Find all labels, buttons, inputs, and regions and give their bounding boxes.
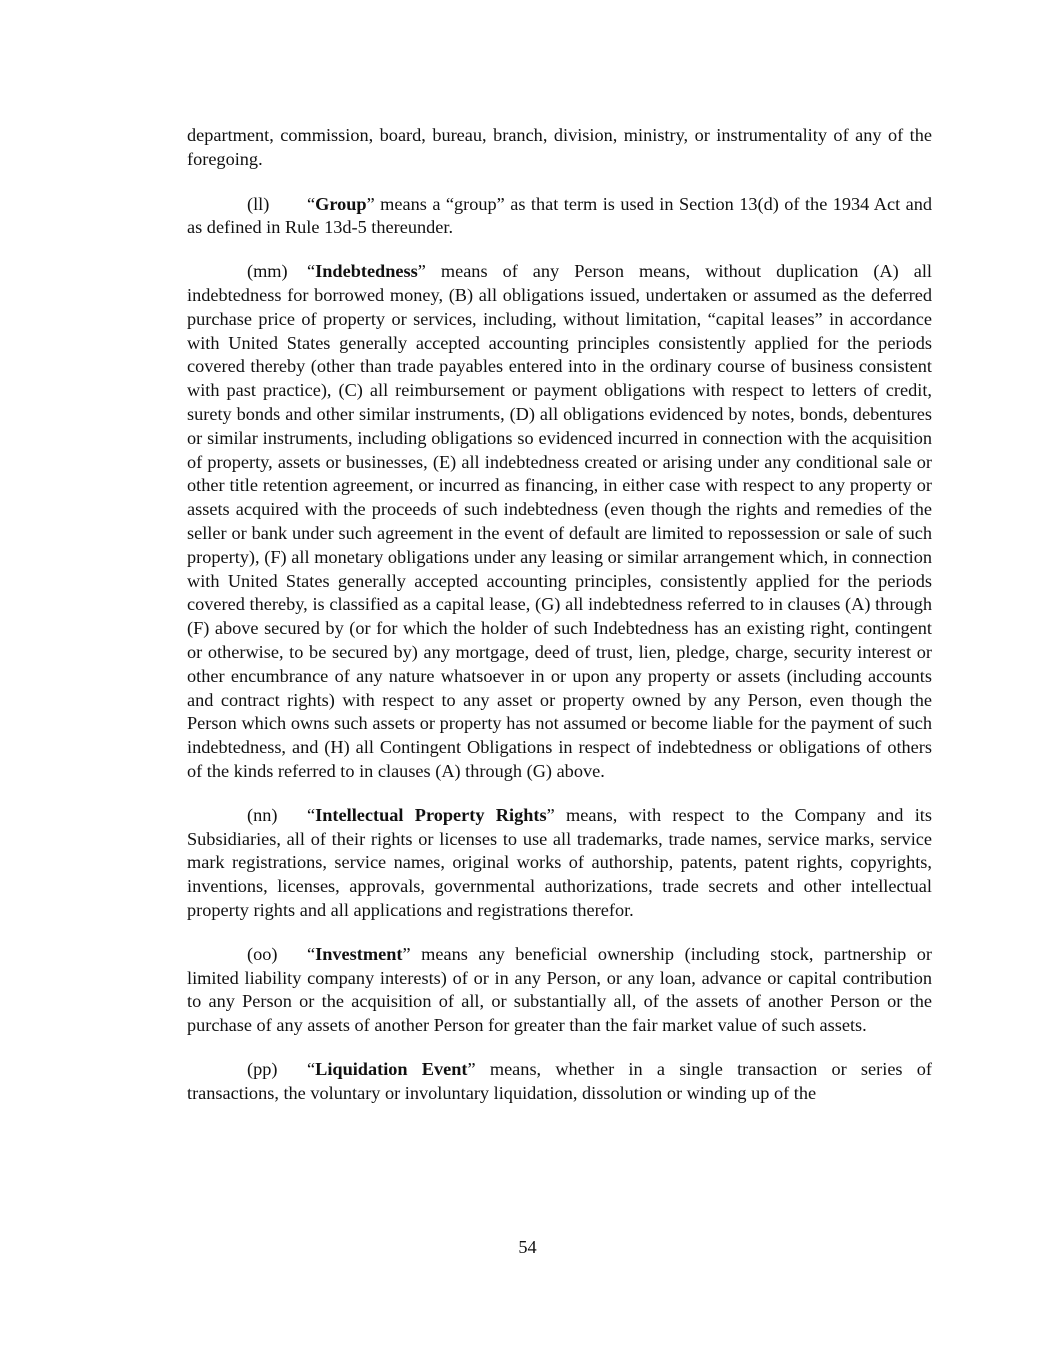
defined-term: Indebtedness (315, 261, 418, 282)
open-quote: “ (307, 193, 316, 214)
page-number: 54 (518, 1237, 537, 1257)
definition-number: (pp) (247, 1058, 278, 1079)
definition-oo (187, 943, 932, 1038)
close-quote: ” (366, 193, 375, 214)
open-quote: “ (307, 804, 316, 825)
open-quote: “ (307, 261, 316, 282)
document-body (187, 124, 932, 1125)
definition-text: means, with respect to the Company and its Subsidiaries, all of their rights or licenses to use all trademarks, trade names, service marks, service mark registrations, service names, original works of authorship, patents, patent rights, copyrights, inventions, licenses, approvals, governmental authorizations, trade secrets and other intellectual property rights and all applications and registrations therefor. (187, 804, 932, 920)
close-quote: ” (546, 804, 555, 825)
defined-term: Intellectual Property Rights (315, 804, 547, 825)
open-quote: “ (307, 1058, 316, 1079)
close-quote: ” (467, 1058, 476, 1079)
defined-term: Investment (315, 943, 403, 964)
defined-term: Group (315, 193, 367, 214)
definition-nn (187, 804, 932, 923)
definition-text: means a “group” as that term is used in Section 13(d) of the 1934 Act and as defined in Rule 13d-5 thereunder. (187, 193, 932, 238)
definition-text: means any beneficial ownership (including stock, partnership or limited liability company interests) of or in any Person, or any loan, advance or capital contribution to any Person or the acquisition of all, or substantially all, of the assets of another Person or the purchase of any assets of another Person for greater than the fair market value of such assets. (187, 943, 932, 1036)
close-quote: ” (402, 943, 411, 964)
definition-mm (187, 260, 932, 784)
defined-term: Liquidation Event (315, 1058, 468, 1079)
continuation-paragraph: department, commission, board, bureau, branch, division, ministry, or instrumentality of any of the foregoing. (187, 125, 932, 169)
open-quote: “ (307, 943, 316, 964)
definition-pp (187, 1058, 932, 1106)
definition-number: (oo) (247, 943, 278, 964)
definition-text: means of any Person means, without duplication (A) all indebtedness for borrowed money, (B) all obligations issued, undertaken or assumed as the deferred purchase price of property or services, including, without limitation, “capital leases” in accordance with United States generally accepted accounting principles consistently applied for the periods covered thereby (other than trade payables entered into in the ordinary course of business consistent with past practice), (C) all reimbursement or payment obligations with respect to letters of credit, surety bonds and other similar instruments, (D) all obligations evidenced by notes, bonds, debentures or similar instruments, including obligations so evidenced incurred in connection with the acquisition of property, assets or businesses, (E) all indebtedness created or arising under any conditional sale or other title retention agreement, or incurred as financing, in either case with respect to any property or assets acquired with the proceeds of such indebtedness (even though the rights and remedies of the seller or bank under such agreement in the event of default are limited to repossession or sale of such property), (F) all monetary obligations under any leasing or similar arrangement which, in connection with United States generally accepted accounting principles, consistently applied for the periods covered thereby, is classified as a capital lease, (G) all indebtedness referred to in clauses (A) through (F) above secured by (or for which the holder of such Indebtedness has an existing right, contingent or otherwise, to be secured by) any mortgage, deed of trust, lien, pledge, charge, security interest or other encumbrance of any nature whatsoever in or upon any property or assets (including accounts and contract rights) with respect to any asset or property owned by any Person, even though the Person which owns such assets or property has not assumed or become liable for the payment of such indebtedness, and (H) all Contingent Obligations in respect of indebtedness or obligations of others of the kinds referred to in clauses (A) through (G) above. (187, 261, 932, 781)
close-quote: ” (417, 261, 426, 282)
definition-number: (mm) (247, 261, 288, 282)
definition-ll (187, 193, 932, 241)
definition-text: means, whether in a single transaction or series of transactions, the voluntary or involuntary liquidation, dissolution or winding up of the (187, 1058, 932, 1103)
definition-number: (nn) (247, 804, 278, 825)
definition-number: (ll) (247, 193, 270, 214)
